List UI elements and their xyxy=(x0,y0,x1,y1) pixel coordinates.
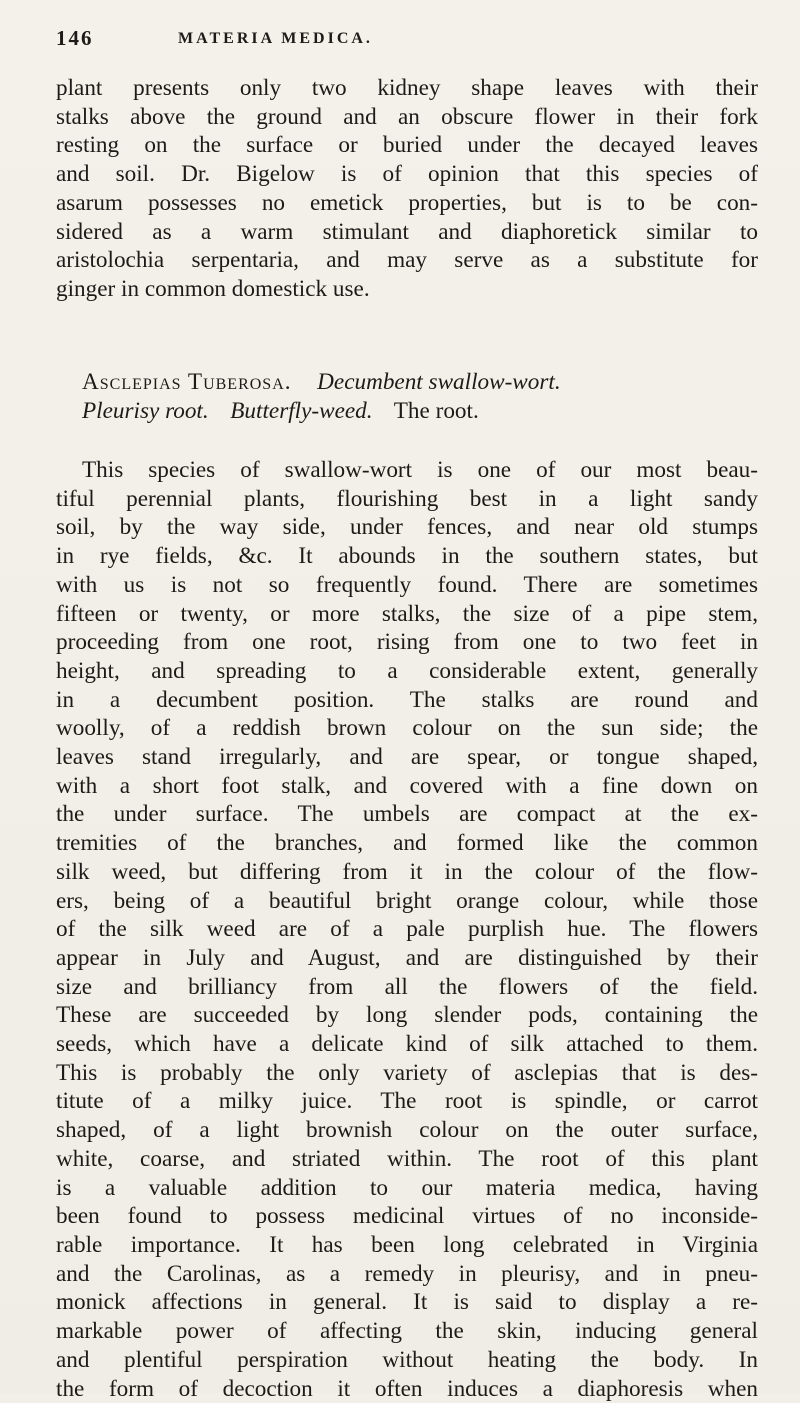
entry-part-used: The root. xyxy=(394,398,479,424)
text-line: is a valuable addition to our materia medica, having xyxy=(56,1174,758,1203)
text-line: and plentiful perspiration without heating the body. In xyxy=(56,1346,758,1375)
text-line: plant presents only two kidney shape leaves with their xyxy=(56,74,758,103)
text-line: size and brilliancy from all the flowers of the field. xyxy=(56,973,758,1002)
text-line: seeds, which have a delicate kind of silk attached to them. xyxy=(56,1030,758,1059)
text-line: asarum possesses no emetick properties, but is to be con- xyxy=(56,189,758,218)
text-line: woolly, of a reddish brown colour on the sun side; the xyxy=(56,714,758,743)
text-line: in a decumbent position. The stalks are round and xyxy=(56,686,758,715)
text-line: rable importance. It has been long celebrated in Virginia xyxy=(56,1231,758,1260)
text-line: white, coarse, and striated within. The root of this plant xyxy=(56,1145,758,1174)
text-line: resting on the surface or buried under the decayed leaves xyxy=(56,131,758,160)
page-number: 146 xyxy=(56,26,94,51)
text-line: and soil. Dr. Bigelow is of opinion that this species of xyxy=(56,160,758,189)
text-line: the form of decoction it often induces a diaphoresis when xyxy=(56,1375,758,1403)
text-line: tremities of the branches, and formed like the common xyxy=(56,829,758,858)
text-line: appear in July and August, and are distinguished by their xyxy=(56,944,758,973)
text-line: soil, by the way side, under fences, and near old stumps xyxy=(56,513,758,542)
entry-heading xyxy=(56,368,758,425)
text-line: monick affections in general. It is said to display a re- xyxy=(56,1288,758,1317)
text-line: silk weed, but differing from it in the colour of the flow- xyxy=(56,858,758,887)
text-line: the under surface. The umbels are compact at the ex- xyxy=(56,800,758,829)
text-line: ginger in common domestick use. xyxy=(56,275,758,304)
text-line: and the Carolinas, as a remedy in pleurisy, and in pneu- xyxy=(56,1260,758,1289)
text-line: titute of a milky juice. The root is spindle, or carrot xyxy=(56,1087,758,1116)
paragraph-asclepias xyxy=(56,456,758,1403)
text-line: tiful perennial plants, flourishing best in a light sandy xyxy=(56,485,758,514)
text-line: of the silk weed are of a pale purplish hue. The flowers xyxy=(56,915,758,944)
text-line: with us is not so frequently found. There are sometimes xyxy=(56,571,758,600)
text-line: stalks above the ground and an obscure flower in their fork xyxy=(56,103,758,132)
entry-name: Asclepias Tuberosa. xyxy=(82,369,292,395)
entry-synonym: Pleurisy root. xyxy=(82,398,209,424)
text-line: been found to possess medicinal virtues of no inconside- xyxy=(56,1202,758,1231)
text-line: height, and spreading to a considerable extent, generally xyxy=(56,657,758,686)
entry-heading-line-1 xyxy=(56,368,758,397)
running-head xyxy=(56,26,760,60)
text-line: These are succeeded by long slender pods, containing the xyxy=(56,1001,758,1030)
running-title: MATERIA MEDICA. xyxy=(178,30,373,48)
text-line: This is probably the only variety of asclepias that is des- xyxy=(56,1059,758,1088)
text-line: sidered as a warm stimulant and diaphoretick similar to xyxy=(56,218,758,247)
text-line: in rye fields, &c. It abounds in the southern states, but xyxy=(56,542,758,571)
text-line: leaves stand irregularly, and are spear, or tongue shaped, xyxy=(56,743,758,772)
text-line: with a short foot stalk, and covered with a fine down on xyxy=(56,772,758,801)
text-line: aristolochia serpentaria, and may serve as a substitute for xyxy=(56,246,758,275)
text-line: ers, being of a beautiful bright orange colour, while those xyxy=(56,887,758,916)
text-line: proceeding from one root, rising from one to two feet in xyxy=(56,628,758,657)
entry-synonym: Decumbent swallow-wort. xyxy=(317,369,560,395)
text-line: shaped, of a light brownish colour on the outer surface, xyxy=(56,1116,758,1145)
text-line: This species of swallow-wort is one of our most beau- xyxy=(56,456,758,485)
entry-heading-line-2 xyxy=(56,397,758,426)
paragraph-asarum-continued xyxy=(56,74,758,304)
text-line: markable power of affecting the skin, inducing general xyxy=(56,1317,758,1346)
entry-synonym: Butterfly-weed. xyxy=(230,398,372,424)
text-line: fifteen or twenty, or more stalks, the size of a pipe stem, xyxy=(56,600,758,629)
